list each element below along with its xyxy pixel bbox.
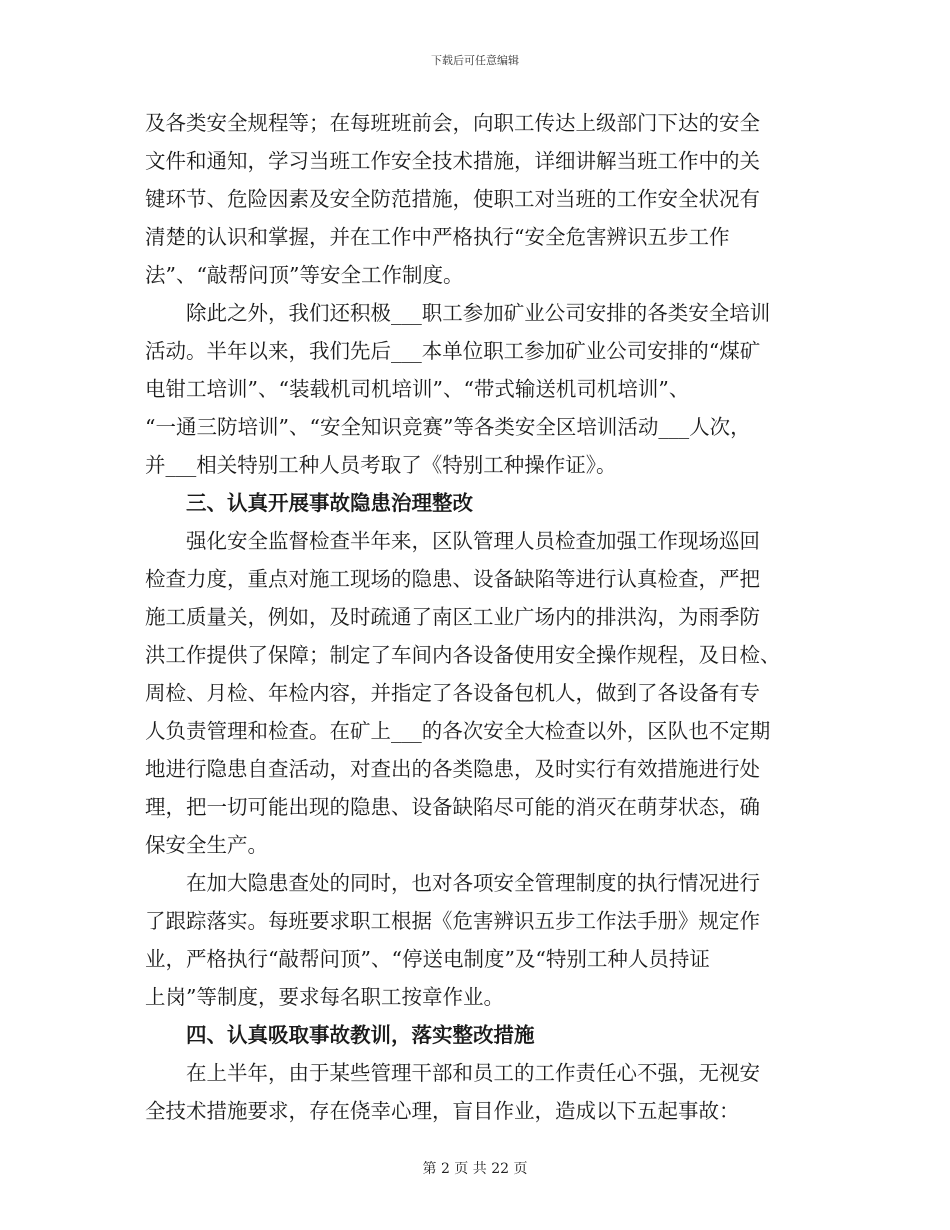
document-body xyxy=(145,104,813,1130)
body-line: 键环节、危险因素及安全防范措施，使职工对当班的工作安全状况有 xyxy=(145,187,760,211)
body-line: 周检、月检、年检内容，并指定了各设备包机人，做到了各设备有专 xyxy=(145,681,760,705)
paragraph-start-line: 强化安全监督检查半年来，区队管理人员检查加强工作现场巡回 xyxy=(186,529,760,553)
body-line: 施工质量关，例如，及时疏通了南区工业广场内的排洪沟，为雨季防 xyxy=(145,605,760,629)
body-line: 文件和通知，学习当班工作安全技术措施，详细讲解当班工作中的关 xyxy=(145,149,760,173)
body-line: 电钳工培训”、“装载机司机培训”、“带式输送机司机培训”、 xyxy=(145,377,690,401)
page-header: 下载后可任意编辑 xyxy=(431,54,519,67)
body-line: 业，严格执行“敲帮问顶”、“停送电制度”及“特别工种人员持证 xyxy=(145,947,710,971)
section-heading: 三、认真开展事故隐患治理整改 xyxy=(186,491,473,515)
body-line: “一通三防培训”、“安全知识竞赛”等各类安全区培训活动___人次， xyxy=(145,415,751,439)
body-line: 人负责管理和检查。在矿上___的各次安全大检查以外，区队也不定期 xyxy=(145,719,771,743)
body-line: 理，把一切可能出现的隐患、设备缺陷尽可能的消灭在萌芽状态，确 xyxy=(145,795,760,819)
paragraph-start-line: 除此之外，我们还积极___职工参加矿业公司安排的各类安全培训 xyxy=(186,301,771,325)
body-line: 并___相关特别工种人员考取了《特别工种操作证》。 xyxy=(145,453,617,477)
body-line: 清楚的认识和掌握，并在工作中严格执行“安全危害辨识五步工作 xyxy=(145,225,730,249)
body-line: 保安全生产。 xyxy=(145,833,268,857)
body-line: 地进行隐患自查活动，对查出的各类隐患，及时实行有效措施进行处 xyxy=(145,757,760,781)
body-line: 及各类安全规程等；在每班班前会，向职工传达上级部门下达的安全 xyxy=(145,111,760,135)
body-line: 了跟踪落实。每班要求职工根据《危害辨识五步工作法手册》规定作 xyxy=(145,909,760,933)
body-line: 全技术措施要求，存在侥幸心理，盲目作业，造成以下五起事故： xyxy=(145,1099,740,1123)
body-line: 上岗”等制度，要求每名职工按章作业。 xyxy=(145,985,504,1009)
body-line: 法”、“敲帮问顶”等安全工作制度。 xyxy=(145,263,464,287)
paragraph-start-line: 在上半年，由于某些管理干部和员工的工作责任心不强，无视安 xyxy=(186,1061,760,1085)
body-line: 洪工作提供了保障；制定了车间内各设备使用安全操作规程，及日检、 xyxy=(145,643,781,667)
body-line: 检查力度，重点对施工现场的隐患、设备缺陷等进行认真检查，严把 xyxy=(145,567,760,591)
body-line: 活动。半年以来，我们先后___本单位职工参加矿业公司安排的“煤矿 xyxy=(145,339,761,363)
paragraph-start-line: 在加大隐患查处的同时，也对各项安全管理制度的执行情况进行 xyxy=(186,871,760,895)
page-footer: 第 2 页 共 22 页 xyxy=(422,1161,528,1177)
section-heading: 四、认真吸取事故教训，落实整改措施 xyxy=(186,1023,535,1047)
